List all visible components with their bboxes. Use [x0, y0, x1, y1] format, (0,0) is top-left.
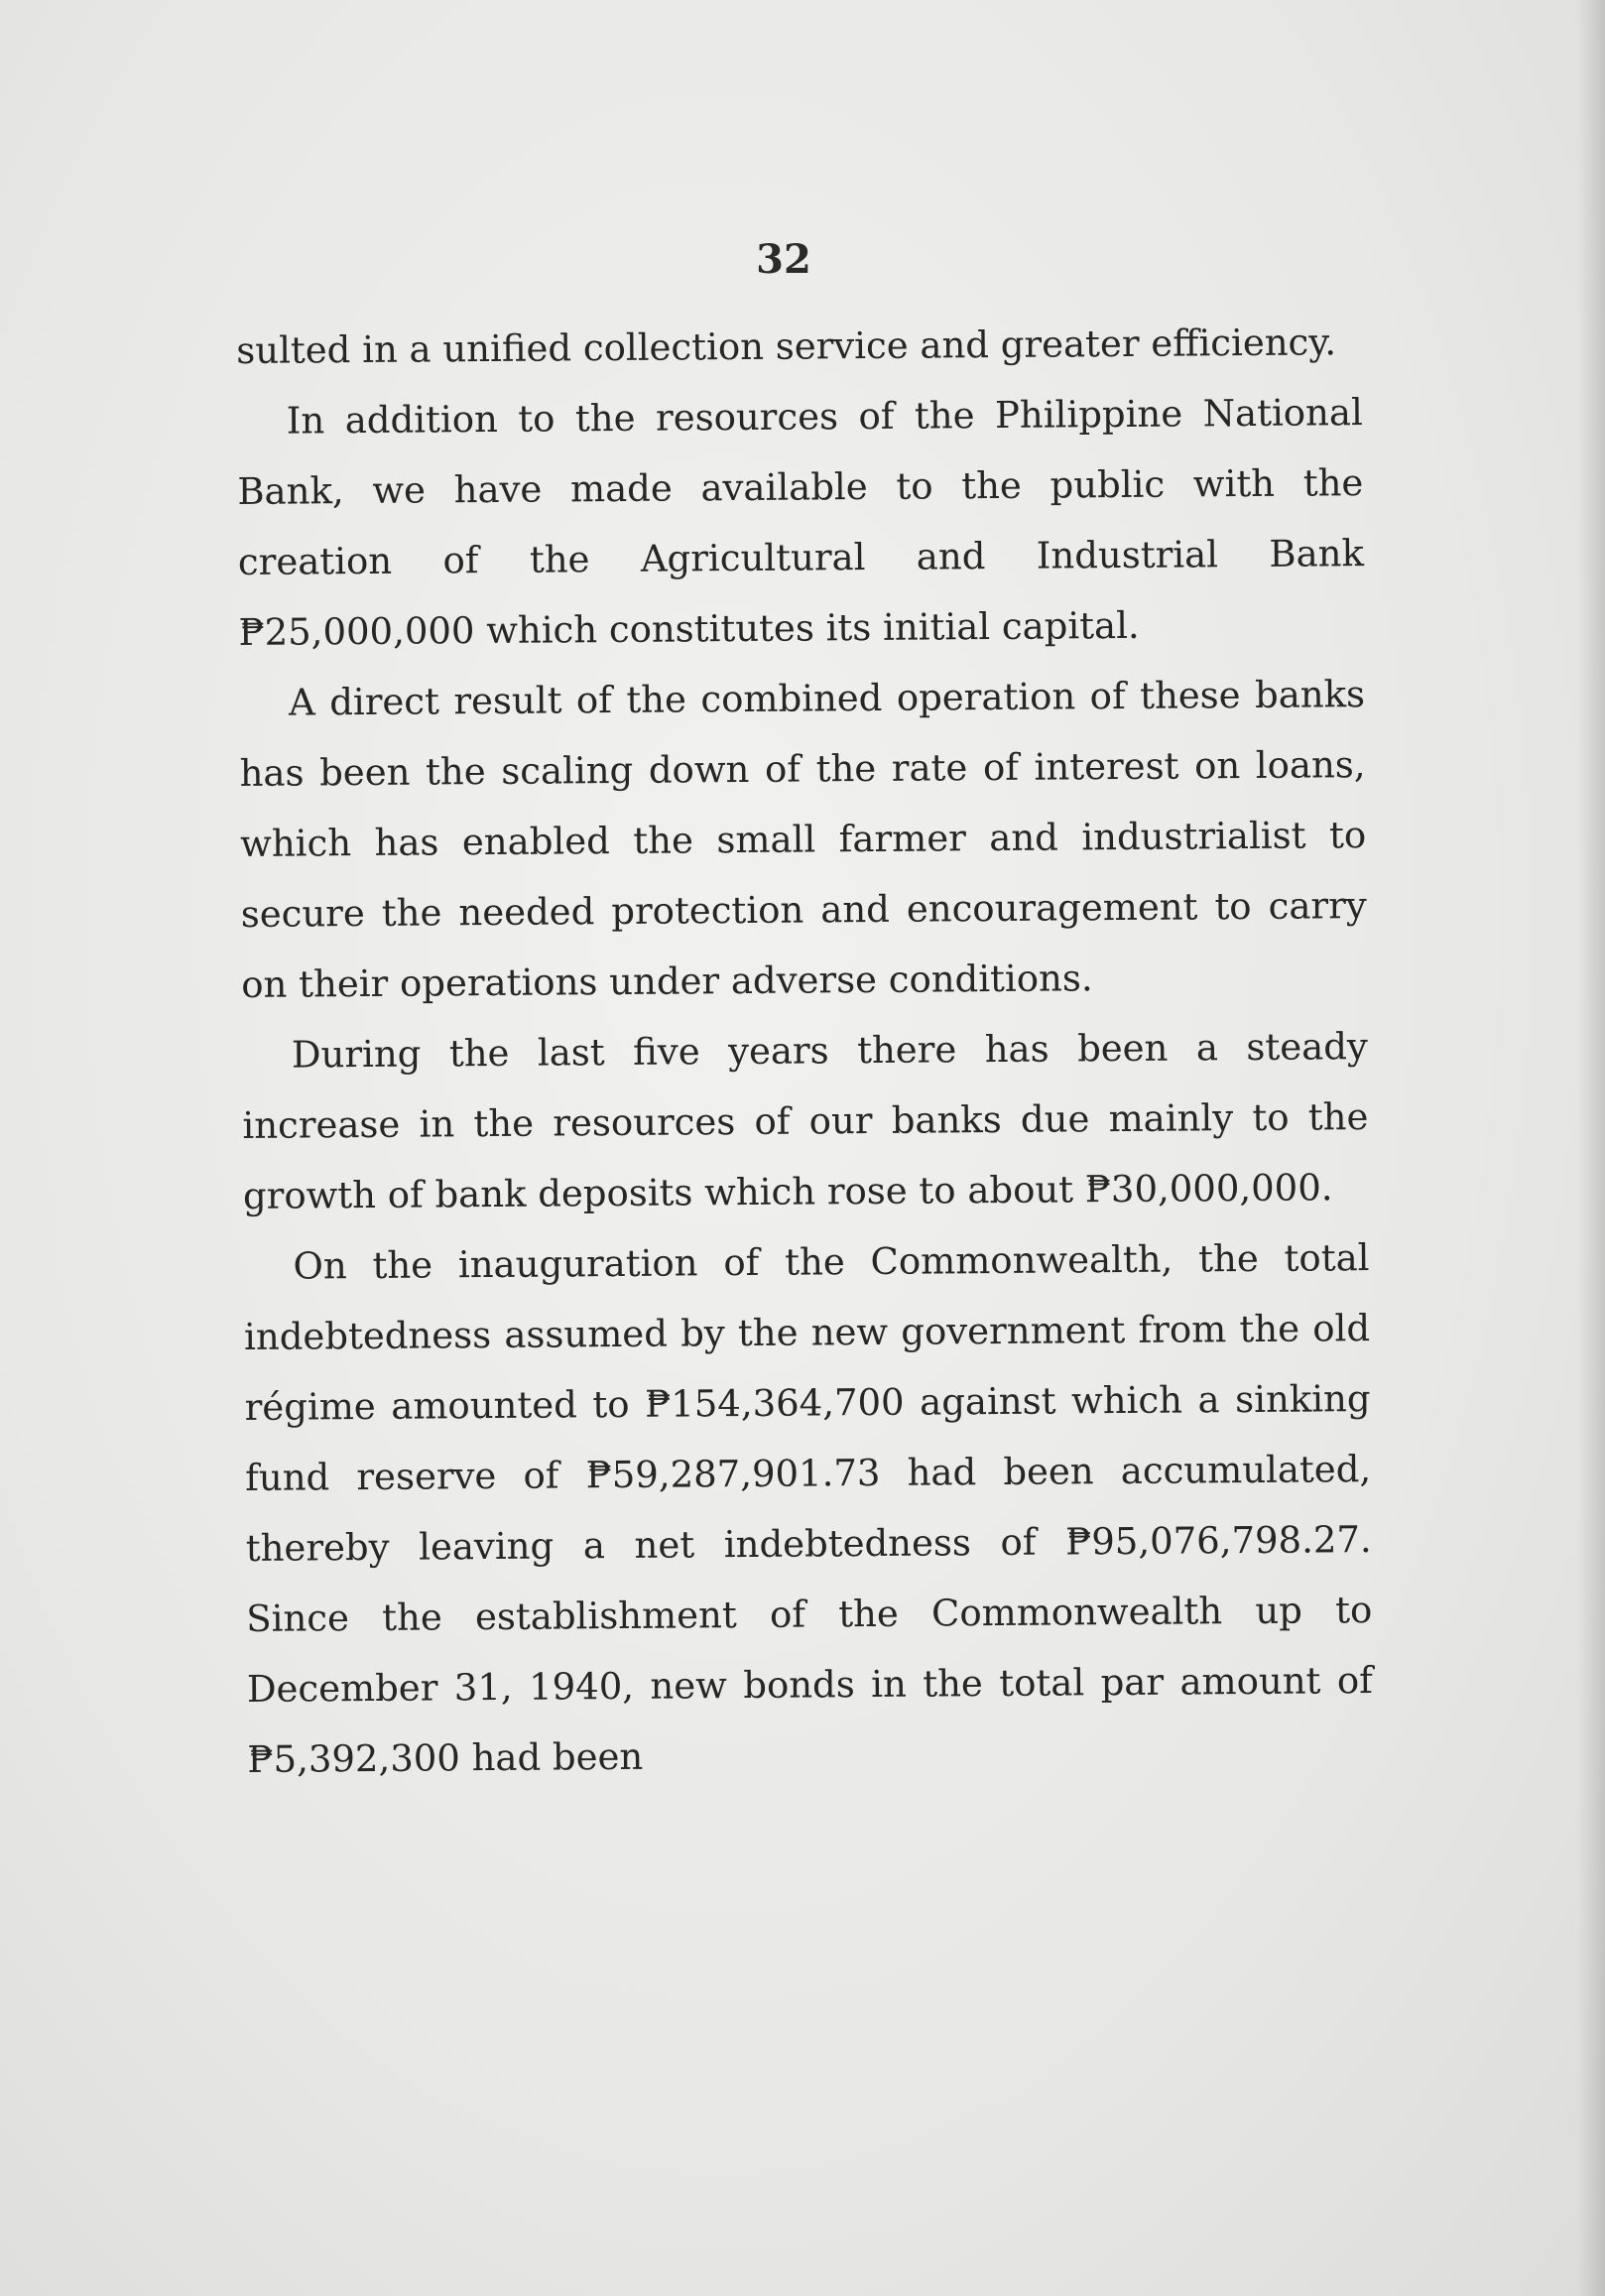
page-number: 32	[756, 236, 811, 283]
paragraph-bank-deposits: During the last five years there has been a steady increase in the resources of our banks due mainly to the growth of bank deposits which rose to about ₱30,000,000.	[242, 1025, 1369, 1217]
paragraph-interest-rates: A direct result of the combined operation of these banks has been the scaling down of the rate of interest on loans, which has enabled the small farmer and industrialist to secure the needed protection and encouragement to carry on their operations under adverse conditions.	[239, 673, 1367, 1006]
paragraph-bank-resources: In addition to the resources of the Philippine National Bank, we have made available to the public with the creation of the Agricultural and Industrial Bank ₱25,000,000 which constitutes its initial capital.	[237, 391, 1365, 654]
paragraph-continuation: sulted in a unified collection service and greater efficiency.	[236, 320, 1337, 372]
page-edge-shadow	[1577, 0, 1605, 2296]
body-text	[236, 307, 1374, 1795]
paragraph-indebtedness: On the inauguration of the Commonwealth, the total indebtedness assumed by the new government from the old régime amounted to ₱154,364,700 against which a sinking fund reserve of ₱59,287,901.73 had been accumulated, thereby leaving a net indebtedness of ₱95,076,798.27. Since the establishment of the Commonwealth up to December 31, 1940, new bonds in the total par amount of ₱5,392,300 had been	[243, 1236, 1374, 1781]
